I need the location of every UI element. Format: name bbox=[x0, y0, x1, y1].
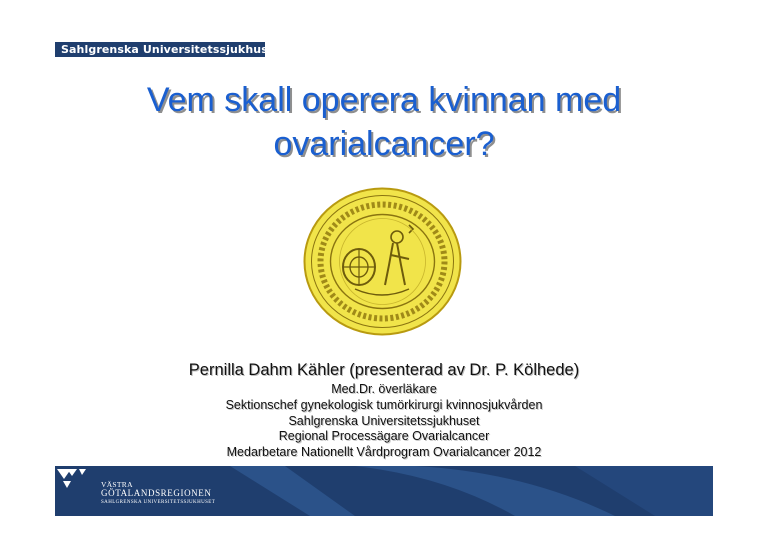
footer-line-3: SAHLGRENSKA UNIVERSITETSSJUKHUSET bbox=[101, 500, 216, 505]
slide-title bbox=[55, 78, 713, 166]
presenter-info bbox=[55, 382, 713, 461]
info-line: Medarbetare Nationellt Vårdprogram Ovarialcancer 2012 bbox=[226, 445, 542, 460]
info-line: Regional Processägare Ovarialcancer bbox=[278, 429, 490, 444]
info-line: Sahlgrenska Universitetssjukhuset bbox=[288, 413, 480, 428]
vastra-gotalandsregionen-logo-icon bbox=[55, 466, 91, 496]
info-line: Med.Dr. överläkare bbox=[331, 382, 437, 396]
info-line: Sektionschef gynekologisk tumörkirurgi kvinnosjukvården bbox=[225, 397, 543, 412]
footer-line-1: VÄSTRA bbox=[101, 480, 133, 489]
presenter-name: Pernilla Dahm Kähler (presenterad av Dr. P. Kölhede) bbox=[188, 361, 580, 379]
title-line-1: Vem skall operera kvinnan med bbox=[146, 81, 622, 119]
footer-line-2: GÖTALANDSREGIONEN bbox=[101, 488, 212, 498]
brand-bar: Sahlgrenska Universitetssjukhuset bbox=[55, 42, 265, 57]
university-seal-icon bbox=[301, 185, 464, 338]
footer-text bbox=[101, 480, 215, 507]
footer-banner bbox=[55, 466, 713, 516]
title-line-2: ovarialcancer? bbox=[273, 125, 495, 163]
